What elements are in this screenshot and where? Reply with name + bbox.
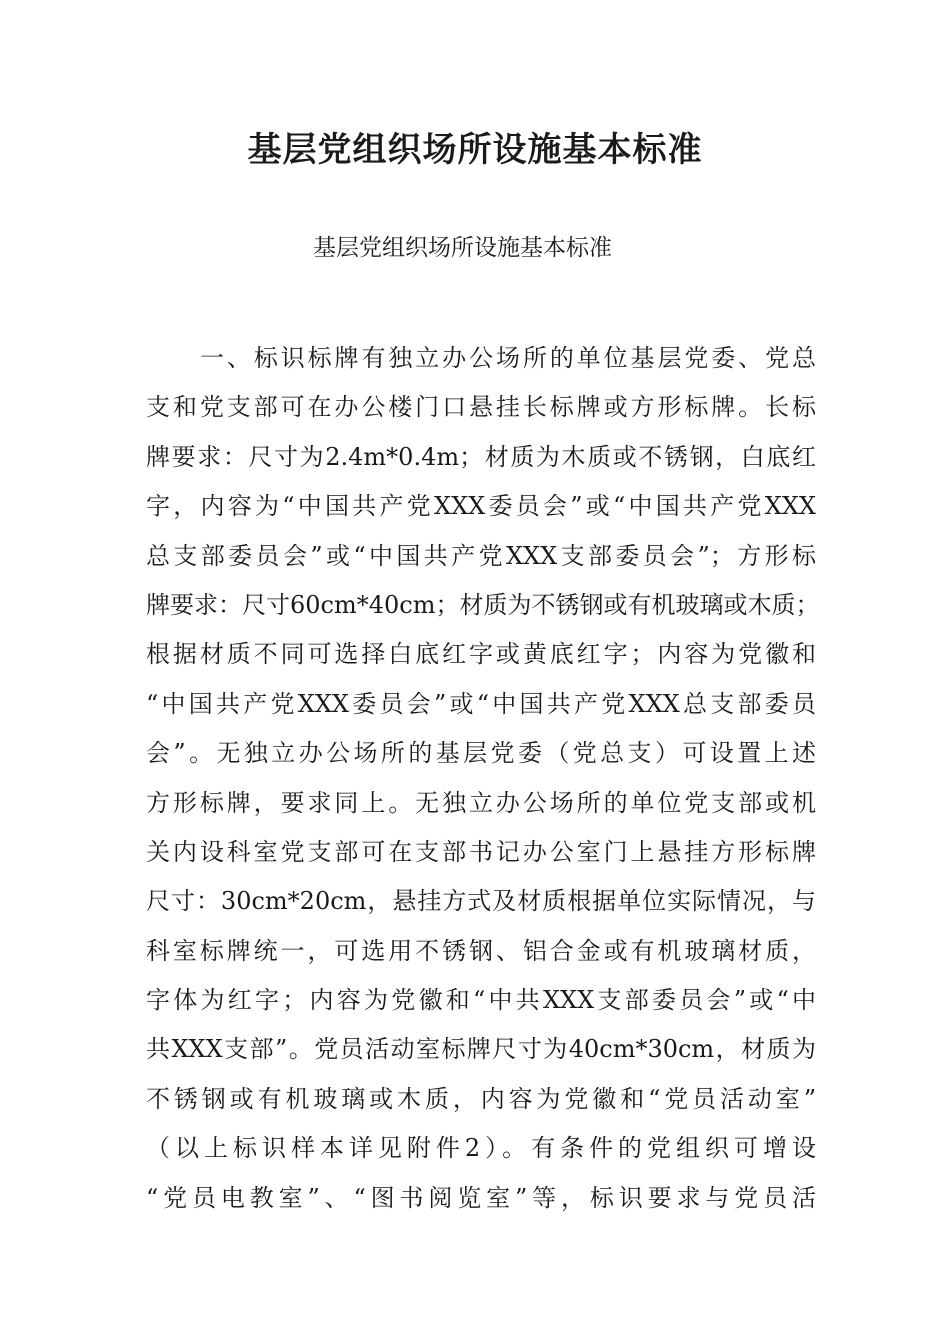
body-line: 尺寸：30cm*20cm，悬挂方式及材质根据单位实际情况，与 [146, 887, 816, 916]
body-paragraph [146, 334, 820, 1223]
document-subtitle: 基层党组织场所设施基本标准 [313, 235, 612, 261]
body-line: 字，内容为“中国共产党XXX委员会”或“中国共产党XXX [146, 492, 816, 521]
body-line: 关内设科室党支部可在支部书记办公室门上悬挂方形标牌 [146, 837, 816, 866]
body-line: 不锈钢或有机玻璃或木质，内容为党徽和“党员活动室” [146, 1084, 816, 1113]
body-line: 支和党支部可在办公楼门口悬挂长标牌或方形标牌。长标 [146, 393, 816, 422]
body-line: 方形标牌，要求同上。无独立办公场所的单位党支部或机 [146, 788, 816, 817]
body-line: “党员电教室”、“图书阅览室”等，标识要求与党员活 [146, 1183, 816, 1212]
body-line: 牌要求：尺寸60cm*40cm；材质为不锈钢或有机玻璃或木质； [146, 590, 820, 619]
body-line: 根据材质不同可选择白底红字或黄底红字；内容为党徽和 [146, 640, 816, 669]
body-line: （以上标识样本详见附件2）。有条件的党组织可增设 [146, 1134, 816, 1163]
body-line: “中国共产党XXX委员会”或“中国共产党XXX总支部委员 [146, 689, 816, 718]
document-title: 基层党组织场所设施基本标准 [247, 130, 703, 170]
body-line: 科室标牌统一，可选用不锈钢、铝合金或有机玻璃材质， [146, 936, 816, 965]
body-line: 总支部委员会”或“中国共产党XXX支部委员会”；方形标 [146, 541, 816, 570]
body-line: 字体为红字；内容为党徽和“中共XXX支部委员会”或“中 [146, 986, 816, 1015]
body-line: 共XXX支部”。党员活动室标牌尺寸为40cm*30cm，材质为 [146, 1035, 816, 1064]
body-line: 一、标识标牌有独立办公场所的单位基层党委、党总 [200, 344, 816, 372]
body-line: 会”。无独立办公场所的基层党委（党总支）可设置上述 [146, 739, 816, 768]
body-line: 牌要求：尺寸为2.4m*0.4m；材质为木质或不锈钢，白底红 [146, 442, 816, 471]
